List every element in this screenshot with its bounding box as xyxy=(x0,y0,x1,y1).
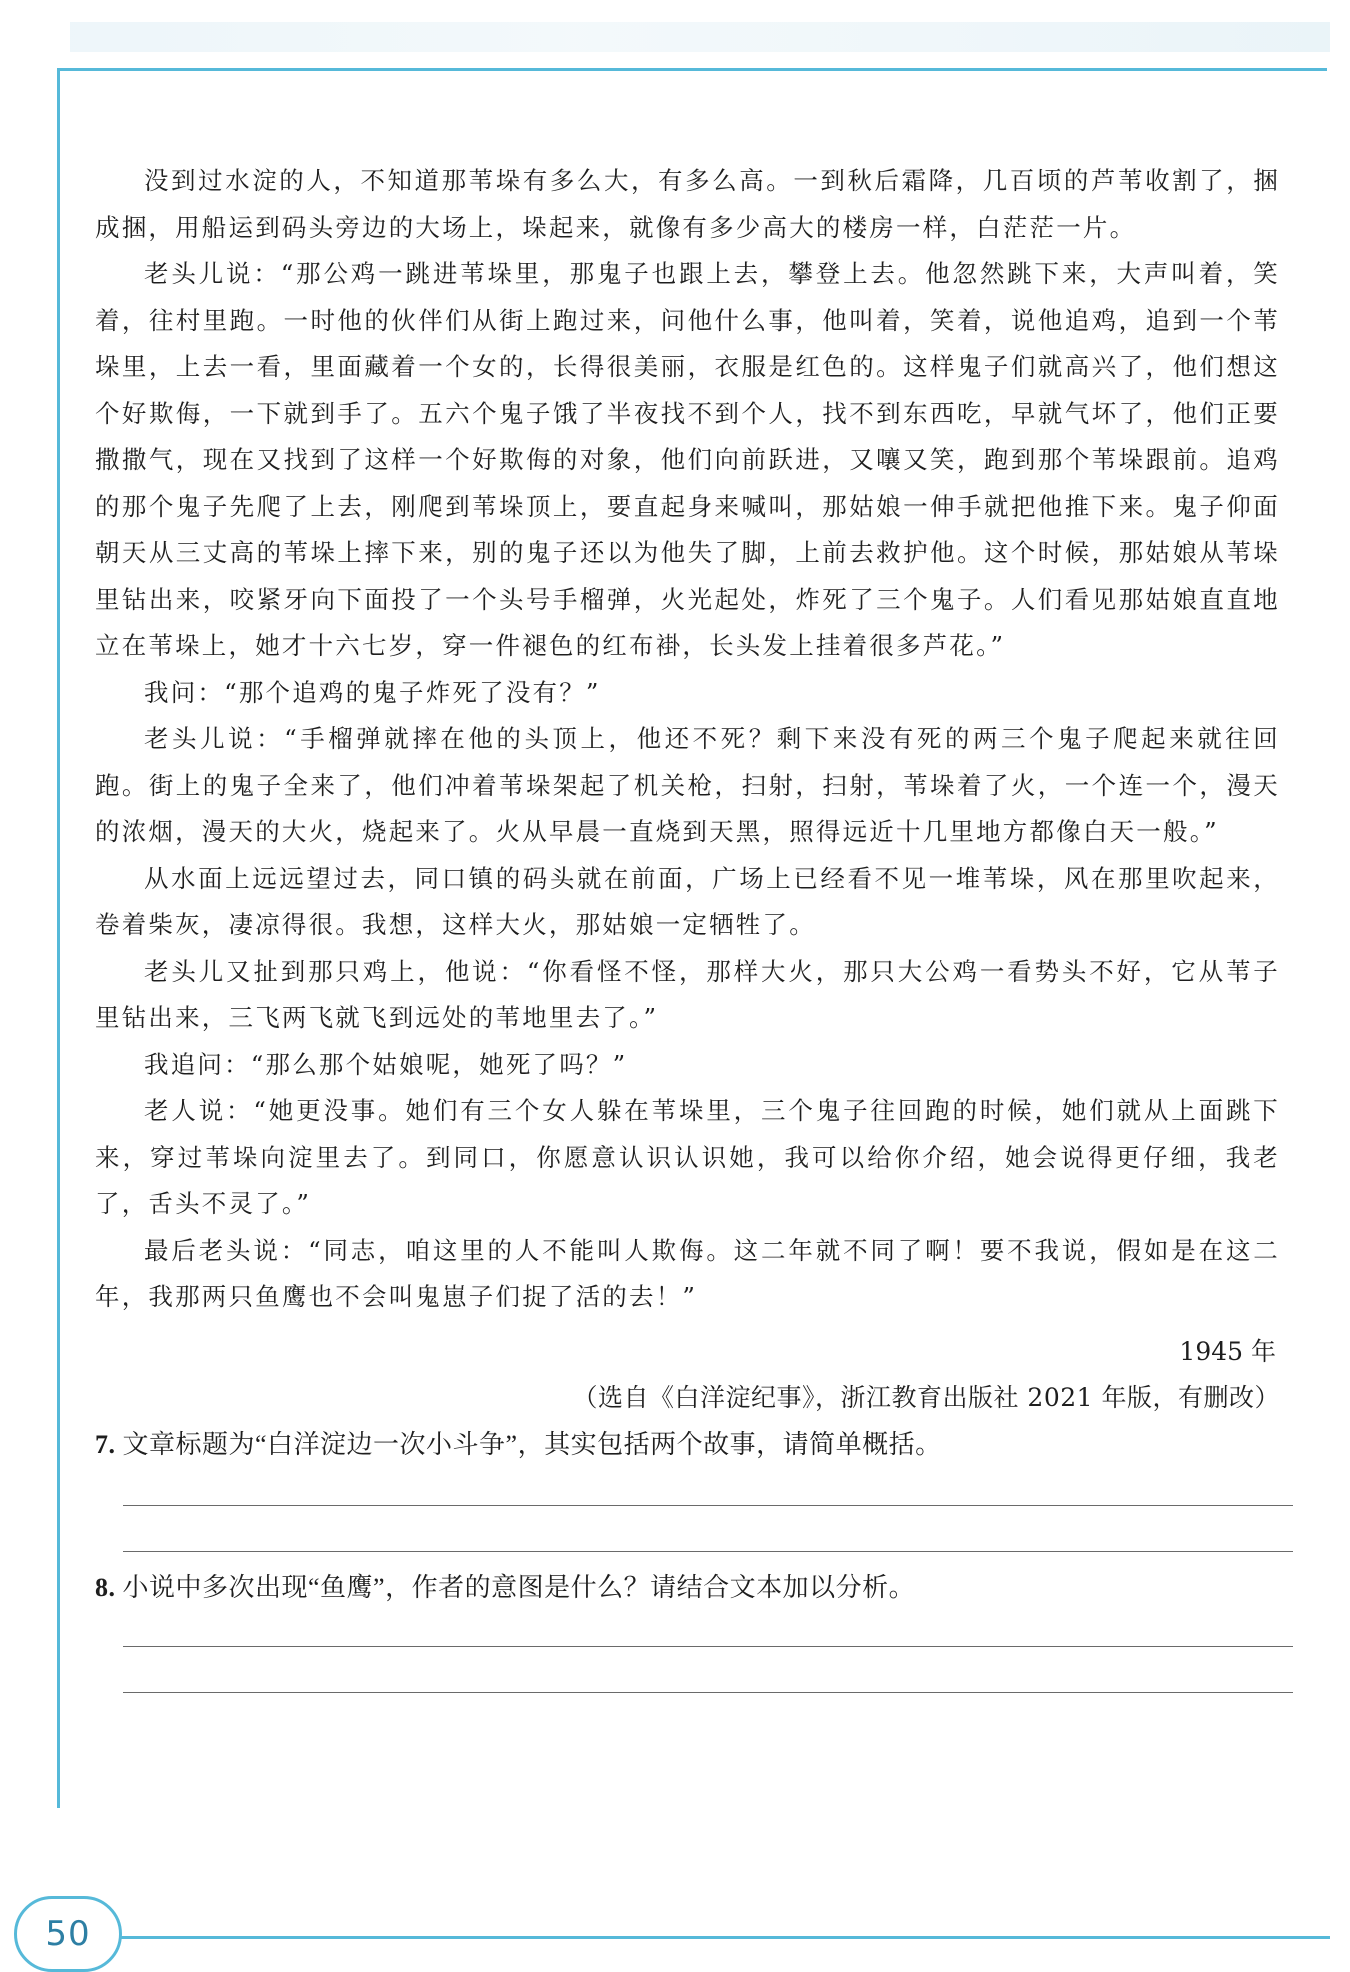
page-frame-left xyxy=(57,68,60,1808)
question-8-text: 小说中多次出现“鱼鹰”，作者的意图是什么？请结合文本加以分析。 xyxy=(122,1572,916,1602)
paragraph-9: 最后老头说：“同志，咱这里的人不能叫人欺侮。这二年就不同了啊！要不我说，假如是在这二年，我那两只鱼鹰也不会叫鬼崽子们捉了活的去！” xyxy=(95,1235,1280,1311)
article-source: （选自《白洋淀纪事》，浙江教育出版社 2021 年版，有删改） xyxy=(572,1382,1280,1412)
question-8 xyxy=(95,1566,1280,1610)
paragraph-2: 老头儿说：“那公鸡一跳进苇垛里，那鬼子也跟上去，攀登上去。他忽然跳下来，大声叫着，笑着，往村里跑。一时他的伙伴们从街上跑过来，问他什么事，他叫着，笑着，说他追鸡，追到一个苇垛里，上去一看，里面藏着一个女的，长得很美丽，衣服是红色的。这样鬼子们就高兴了，他们想这个好欺侮，一下就到手了。五六个鬼子饿了半夜找不到个人，找不到东西吃，早就气坏了，他们正要撒撒气，现在又找到了这样一个好欺侮的对象，他们向前跃进，又嚷又笑，跑到那个苇垛跟前。追鸡的那个鬼子先爬了上去，刚爬到苇垛顶上，要直起身来喊叫，那姑娘一伸手就把他推下来。鬼子仰面朝天从三丈高的苇垛上摔下来，别的鬼子还以为他失了脚，上前去救护他。这个时候，那姑娘从苇垛里钻出来，咬紧牙向下面投了一个头号手榴弹，火光起处，炸死了三个鬼子。人们看见那姑娘直直地立在苇垛上，她才十六七岁，穿一件褪色的红布褂，长头发上挂着很多芦花。” xyxy=(95,259,1280,660)
top-decorative-strip xyxy=(70,22,1330,52)
question-7 xyxy=(95,1423,1280,1467)
paragraph-4: 老头儿说：“手榴弹就摔在他的头顶上，他还不死？剩下来没有死的两三个鬼子爬起来就往回跑。街上的鬼子全来了，他们冲着苇垛架起了机关枪，扫射，扫射，苇垛着了火，一个连一个，漫天的浓烟，漫天的大火，烧起来了。火从早晨一直烧到天黑，照得远近十几里地方都像白天一般。” xyxy=(95,724,1280,846)
question-7-number: 7. xyxy=(95,1429,116,1459)
answer-line[interactable] xyxy=(123,1646,1293,1647)
article-content xyxy=(95,158,1280,1693)
question-8-number: 8. xyxy=(95,1572,116,1602)
article-year: 1945 年 xyxy=(1179,1336,1276,1366)
question-8-answer-area[interactable] xyxy=(95,1646,1280,1693)
question-7-answer-area[interactable] xyxy=(95,1505,1280,1552)
answer-line[interactable] xyxy=(123,1505,1293,1506)
page-frame-top xyxy=(57,68,1327,71)
paragraph-6: 老头儿又扯到那只鸡上，他说：“你看怪不怪，那样大火，那只大公鸡一看势头不好，它从苇子里钻出来，三飞两飞就飞到远处的苇地里去了。” xyxy=(95,956,1280,1032)
page-frame-bottom xyxy=(120,1936,1330,1939)
paragraph-1: 没到过水淀的人，不知道那苇垛有多么大，有多么高。一到秋后霜降，几百顷的芦苇收割了，捆成捆，用船运到码头旁边的大场上，垛起来，就像有多少高大的楼房一样，白茫茫一片。 xyxy=(95,166,1280,242)
paragraph-7: 我追问：“那么那个姑娘呢，她死了吗？” xyxy=(144,1049,628,1079)
answer-line[interactable] xyxy=(123,1692,1293,1693)
paragraph-3: 我问：“那个追鸡的鬼子炸死了没有？” xyxy=(144,677,601,707)
paragraph-8: 老人说：“她更没事。她们有三个女人躲在苇垛里，三个鬼子往回跑的时候，她们就从上面跳下来，穿过苇垛向淀里去了。到同口，你愿意认识认识她，我可以给你介绍，她会说得更仔细，我老了，舌头不灵了。” xyxy=(95,1096,1280,1218)
answer-line[interactable] xyxy=(123,1551,1293,1552)
page-number: 50 xyxy=(45,1914,91,1954)
question-7-text: 文章标题为“白洋淀边一次小斗争”，其实包括两个故事，请简单概括。 xyxy=(122,1429,942,1459)
paragraph-5: 从水面上远远望过去，同口镇的码头就在前面，广场上已经看不见一堆苇垛，风在那里吹起来，卷着柴灰，凄凉得很。我想，这样大火，那姑娘一定牺牲了。 xyxy=(95,863,1280,939)
